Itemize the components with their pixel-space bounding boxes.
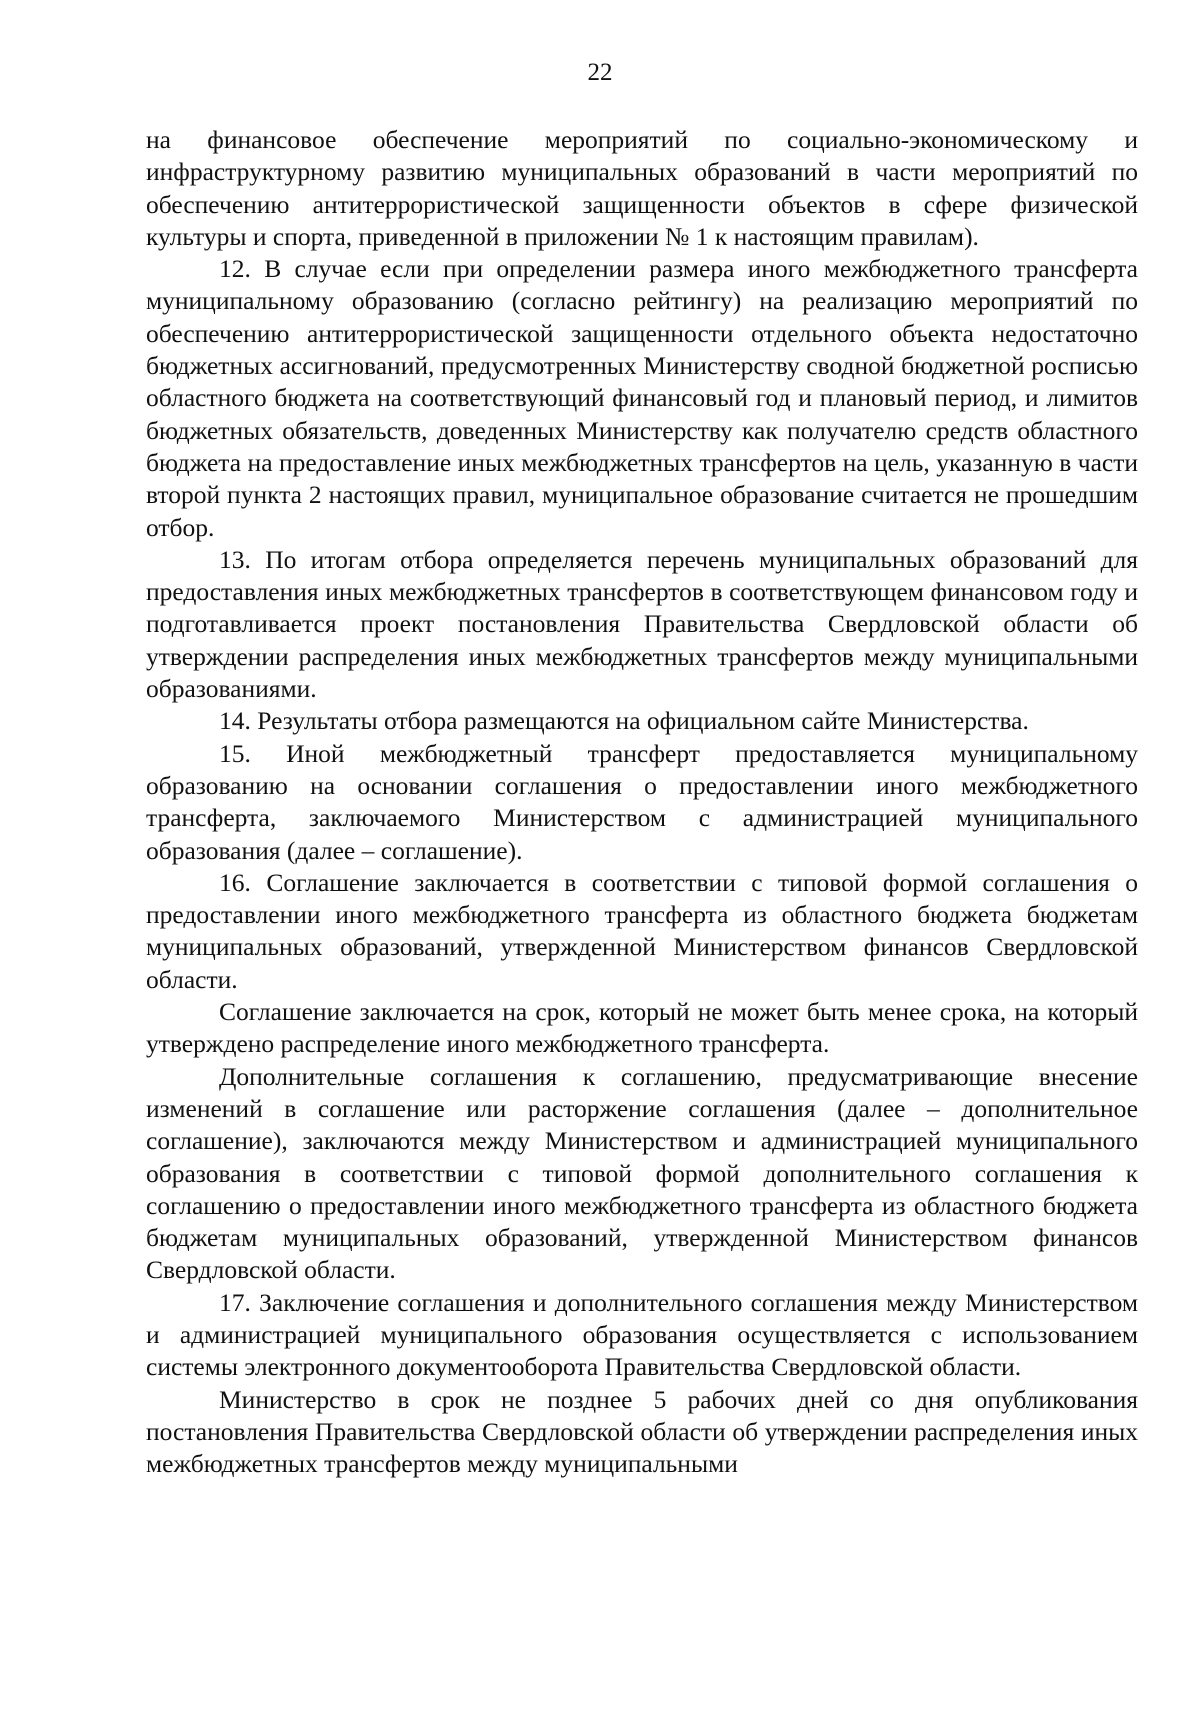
paragraph-additional-agreements: Дополнительные соглашения к соглашению, предусматривающие внесение изменений в соглашение или расторжение соглашения (далее – дополнительное соглашение), заключаются между Министерством и администрацией муниципального образования в соответствии с типовой формой дополнительного соглашения к соглашению о предоставлении иного межбюджетного трансферта из областного бюджета бюджетам муниципальных образований, утвержденной Министерством финансов Свердловской области. — [146, 1061, 1138, 1285]
paragraph-item-12: 12. В случае если при определении размера иного межбюджетного трансферта муниципальному образованию (согласно рейтингу) на реализацию мероприятий по обеспечению антитеррористической защищенности отдельного объекта недостаточно бюджетных ассигнований, предусмотренных Министерству сводной бюджетной росписью областного бюджета на соответствующий финансовый год и плановый период, и лимитов бюджетных обязательств, доведенных Министерству как получателю средств областного бюджета на предоставление иных межбюджетных трансфертов на цель, указанную в части второй пункта 2 настоящих правил, муниципальное образование считается не прошедшим отбор. — [146, 254, 1138, 542]
paragraph-item-14: 14. Результаты отбора размещаются на официальном сайте Министерства. — [219, 706, 1029, 736]
document-body — [146, 124, 1138, 1480]
page-number: 22 — [587, 59, 613, 86]
paragraph-ministry-deadline: Министерство в срок не позднее 5 рабочих дней со дня опубликования постановления Правительства Свердловской области об утверждении распределения иных межбюджетных трансфертов между муниципальными — [146, 1384, 1138, 1479]
paragraph-agreement-term: Соглашение заключается на срок, который не может быть менее срока, на который утверждено распределение иного межбюджетного трансферта. — [146, 997, 1138, 1059]
paragraph-item-16: 16. Соглашение заключается в соответствии с типовой формой соглашения о предоставлении иного межбюджетного трансферта из областного бюджета бюджетам муниципальных образований, утвержденной Министерством финансов Свердловской области. — [146, 867, 1138, 994]
paragraph-item-13: 13. По итогам отбора определяется перечень муниципальных образований для предоставления иных межбюджетных трансфертов в соответствующем финансовом году и подготавливается проект постановления Правительства Свердловской области об утверждении распределения иных межбюджетных трансфертов между муниципальными образованиями. — [146, 544, 1138, 704]
paragraph-continuation: на финансовое обеспечение мероприятий по социально-экономическому и инфраструктурному развитию муниципальных образований в части мероприятий по обеспечению антитеррористической защищенности объектов в сфере физической культуры и спорта, приведенной в приложении № 1 к настоящим правилам). — [146, 125, 1138, 251]
paragraph-item-17: 17. Заключение соглашения и дополнительного соглашения между Министерством и администрацией муниципального образования осуществляется с использованием системы электронного документооборота Правительства Свердловской области. — [146, 1287, 1138, 1382]
paragraph-item-15: 15. Иной межбюджетный трансферт предоставляется муниципальному образованию на основании соглашения о предоставлении иного межбюджетного трансферта, заключаемого Министерством с администрацией муниципального образования (далее – соглашение). — [146, 738, 1138, 865]
